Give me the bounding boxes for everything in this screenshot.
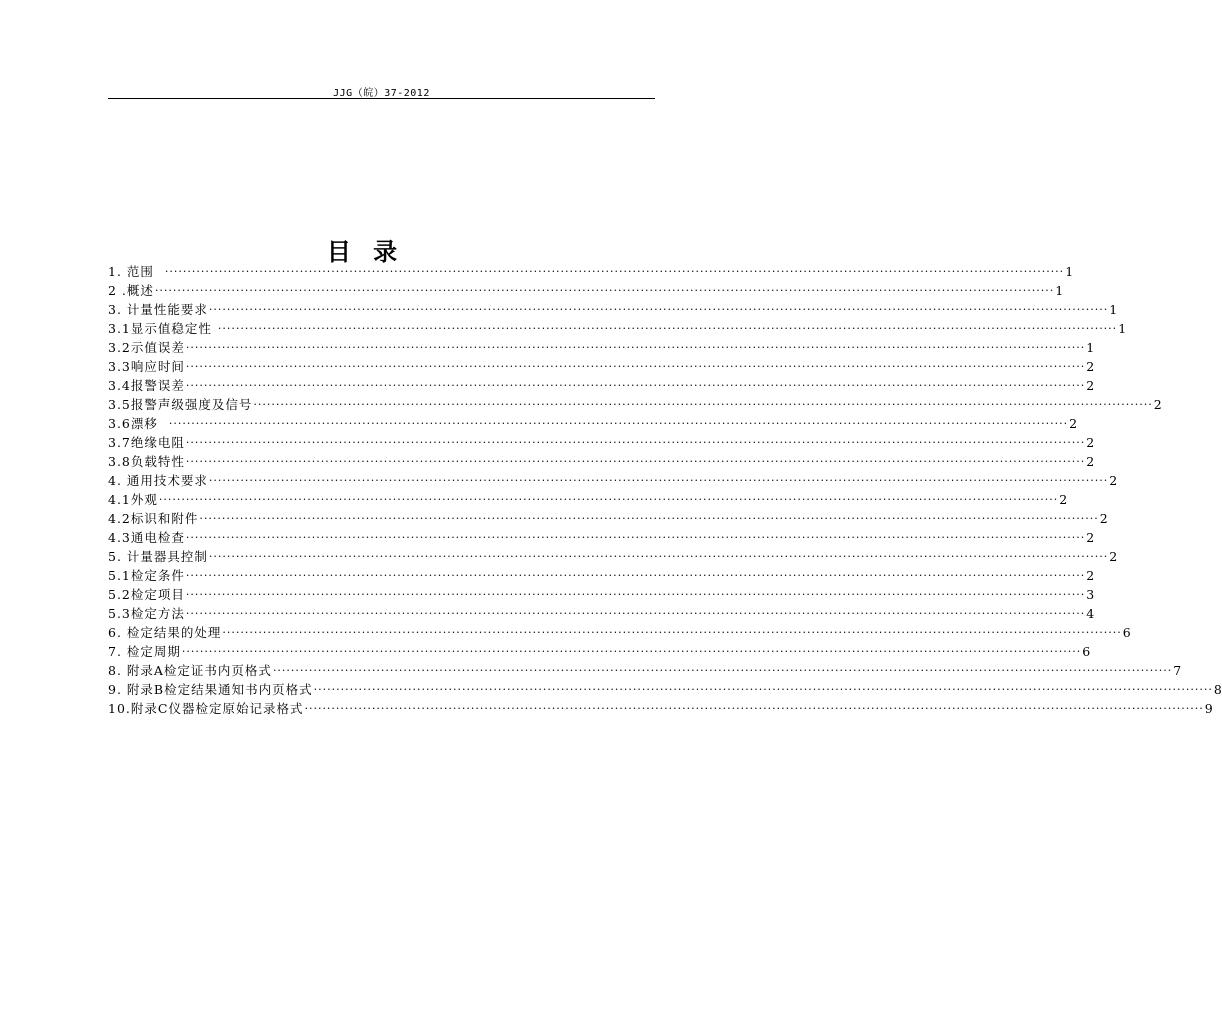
toc-dot-leader: ········································································································································································································	[185, 360, 1086, 373]
toc-entry-label: 3.5报警声级强度及信号	[108, 397, 253, 412]
toc-entry[interactable]	[108, 376, 1095, 395]
toc-entry[interactable]	[108, 395, 1162, 414]
toc-dot-leader: ········································································································································································································	[185, 436, 1086, 449]
toc-entry[interactable]	[108, 642, 1091, 661]
toc-entry-page-number: 2	[1069, 416, 1078, 431]
toc-dot-leader: ········································································································································································································	[253, 398, 1153, 411]
toc-entry-label: 3.2示值误差	[108, 340, 185, 355]
toc-entry-page-number: 1	[1109, 302, 1118, 317]
toc-dot-leader: ········································································································································································································	[185, 379, 1086, 392]
toc-dot-leader: ········································································································································································································	[313, 683, 1213, 696]
toc-entry-page-number: 2	[1086, 359, 1095, 374]
toc-entry-label: 5.3检定方法	[108, 606, 185, 621]
toc-entry-page-number: 2	[1086, 454, 1095, 469]
toc-entry-label: 4. 通用技术要求	[108, 473, 208, 488]
toc-entry-label: 8. 附录A检定证书内页格式	[108, 663, 272, 678]
toc-dot-leader: ········································································································································································································	[154, 284, 1055, 297]
toc-entry-label: 3.3响应时间	[108, 359, 185, 374]
toc-dot-leader: ········································································································································································································	[185, 455, 1086, 468]
toc-entry-label: 9. 附录B检定结果通知书内页格式	[108, 682, 313, 697]
toc-entry-label: 3. 计量性能要求	[108, 302, 208, 317]
toc-entry-label: 4.2标识和附件	[108, 511, 199, 526]
toc-dot-leader: ········································································································································································································	[185, 531, 1086, 544]
toc-dot-leader: ········································································································································································································	[217, 322, 1118, 335]
toc-entry[interactable]	[108, 528, 1095, 547]
toc-entry-page-number: 2	[1109, 473, 1118, 488]
toc-entry-label: 1. 范围	[108, 264, 164, 279]
toc-dot-leader: ········································································································································································································	[164, 265, 1065, 278]
toc-entry-label: 7. 检定周期	[108, 644, 181, 659]
toc-entry-page-number: 3	[1086, 587, 1095, 602]
toc-dot-leader: ········································································································································································································	[222, 626, 1122, 639]
header-divider	[108, 98, 655, 99]
table-of-contents	[108, 262, 1222, 718]
toc-dot-leader: ········································································································································································································	[272, 664, 1173, 677]
toc-dot-leader: ········································································································································································································	[158, 493, 1059, 506]
toc-entry-page-number: 2	[1086, 435, 1095, 450]
toc-dot-leader: ········································································································································································································	[304, 702, 1204, 715]
toc-entry[interactable]	[108, 357, 1095, 376]
toc-entry[interactable]	[108, 338, 1095, 357]
toc-dot-leader: ········································································································································································································	[185, 588, 1086, 601]
toc-entry[interactable]	[108, 490, 1068, 509]
toc-entry[interactable]	[108, 585, 1095, 604]
toc-entry-page-number: 6	[1122, 625, 1131, 640]
toc-entry-label: 2 .概述	[108, 283, 154, 298]
toc-entry-page-number: 2	[1099, 511, 1108, 526]
toc-entry-label: 4.1外观	[108, 492, 158, 507]
toc-entry-label: 3.8负载特性	[108, 454, 185, 469]
toc-dot-leader: ········································································································································································································	[185, 607, 1086, 620]
toc-entry[interactable]	[108, 661, 1182, 680]
toc-entry-page-number: 2	[1086, 568, 1095, 583]
toc-entry-label: 3.6漂移	[108, 416, 168, 431]
toc-entry-label: 10.附录C仪器检定原始记录格式	[108, 701, 304, 716]
toc-entry-page-number: 1	[1118, 321, 1127, 336]
toc-entry[interactable]	[108, 547, 1118, 566]
toc-dot-leader: ········································································································································································································	[208, 474, 1109, 487]
toc-entry-page-number: 2	[1086, 378, 1095, 393]
toc-entry-page-number: 2	[1086, 530, 1095, 545]
toc-dot-leader: ········································································································································································································	[208, 303, 1109, 316]
toc-entry-label: 3.7绝缘电阻	[108, 435, 185, 450]
toc-dot-leader: ········································································································································································································	[185, 341, 1086, 354]
toc-entry-page-number: 2	[1059, 492, 1068, 507]
toc-entry[interactable]	[108, 680, 1222, 699]
toc-entry-page-number: 4	[1086, 606, 1095, 621]
toc-entry-page-number: 1	[1065, 264, 1074, 279]
toc-entry[interactable]	[108, 604, 1095, 623]
toc-entry-label: 4.3通电检查	[108, 530, 185, 545]
toc-entry-page-number: 1	[1086, 340, 1095, 355]
toc-entry-page-number: 2	[1153, 397, 1162, 412]
toc-entry-label: 3.1显示值稳定性	[108, 321, 217, 336]
toc-entry[interactable]	[108, 699, 1213, 718]
toc-entry-page-number: 6	[1082, 644, 1091, 659]
page-title: 目 录	[326, 238, 398, 266]
toc-dot-leader: ········································································································································································································	[199, 512, 1099, 525]
toc-entry-page-number: 1	[1055, 283, 1064, 298]
toc-entry-label: 3.4报警误差	[108, 378, 185, 393]
toc-entry[interactable]	[108, 623, 1131, 642]
toc-entry-label: 6. 检定结果的处理	[108, 625, 222, 640]
toc-entry[interactable]	[108, 566, 1095, 585]
toc-entry-page-number: 8	[1213, 682, 1222, 697]
toc-entry[interactable]	[108, 471, 1118, 490]
toc-entry-label: 5.1检定条件	[108, 568, 185, 583]
toc-entry[interactable]	[108, 281, 1064, 300]
toc-entry-label: 5. 计量器具控制	[108, 549, 208, 564]
toc-dot-leader: ········································································································································································································	[208, 550, 1109, 563]
toc-entry-label: 5.2检定项目	[108, 587, 185, 602]
toc-entry-page-number: 2	[1109, 549, 1118, 564]
toc-entry[interactable]	[108, 509, 1108, 528]
toc-entry-page-number: 9	[1204, 701, 1213, 716]
toc-dot-leader: ········································································································································································································	[181, 645, 1082, 658]
toc-entry[interactable]	[108, 262, 1074, 281]
document-code-header: JJG（皖）37-2012	[333, 88, 430, 99]
toc-entry[interactable]	[108, 319, 1127, 338]
toc-entry[interactable]	[108, 452, 1095, 471]
toc-entry-page-number: 7	[1173, 663, 1182, 678]
toc-entry[interactable]	[108, 433, 1095, 452]
toc-entry[interactable]	[108, 300, 1118, 319]
toc-dot-leader: ········································································································································································································	[185, 569, 1086, 582]
toc-entry[interactable]	[108, 414, 1078, 433]
toc-dot-leader: ········································································································································································································	[168, 417, 1069, 430]
